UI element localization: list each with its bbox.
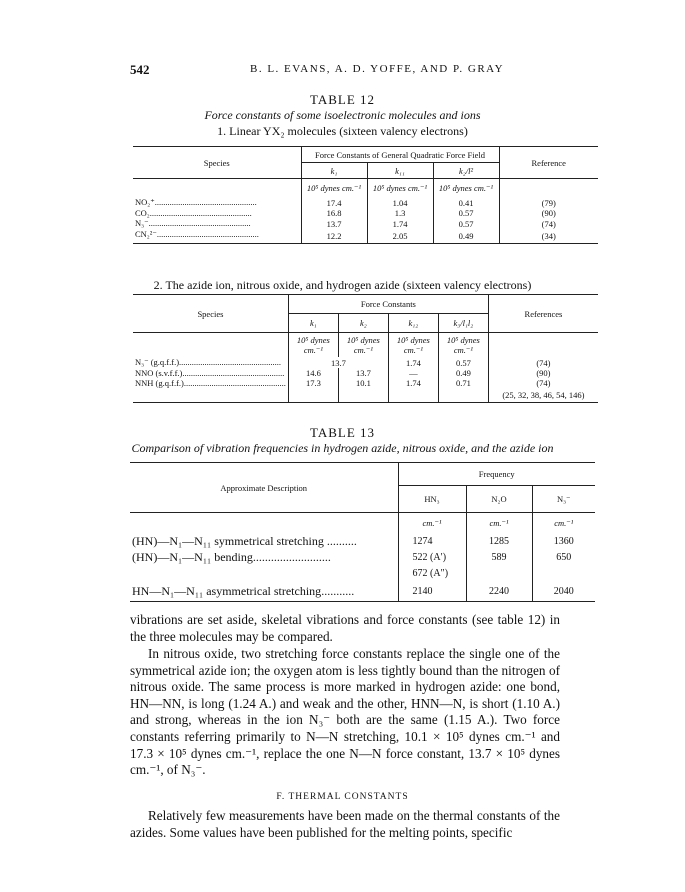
hn3: 672 (A″): [398, 565, 466, 581]
table12-part1: [133, 146, 598, 244]
table12-part2-heading: 2. The azide ion, nitrous oxide, and hydrogen azide (sixteen valency electrons): [153, 278, 532, 292]
col-group: Frequency: [398, 463, 595, 486]
unit: cm.⁻¹: [398, 513, 466, 534]
leader-dots: ................................................: [154, 197, 257, 207]
n3: 1360: [532, 533, 595, 549]
k2: 0.49: [433, 229, 499, 244]
k1: 17.3: [288, 378, 338, 388]
subcol: k₂/l²: [433, 163, 499, 179]
unit: cm.⁻¹: [466, 513, 532, 534]
col-reference: References: [488, 295, 598, 333]
hn3: 522 (A′): [398, 549, 466, 565]
species: NNO (s.v.f.f.): [135, 368, 183, 378]
k2: 0.41: [433, 197, 499, 208]
leader-dots: ................................................: [148, 218, 251, 228]
col-description: Approximate Description: [220, 482, 308, 493]
ref: (74): [488, 378, 598, 388]
n3: 2040: [532, 581, 595, 602]
description: (HN)—N₁—N₁₁ symmetrical stretching: [132, 533, 324, 548]
col-reference: Reference: [499, 147, 598, 179]
table-row: [130, 581, 595, 602]
leader-dots: ................................................: [179, 357, 282, 367]
subcol: N₃⁻: [532, 486, 595, 513]
n3: 650: [532, 549, 595, 565]
paragraph: vibrations are set aside, skeletal vibrations and force constants (see table 12) in the three molecules may be compared.: [130, 612, 560, 644]
ref: (90): [488, 368, 598, 378]
table-row: [133, 218, 598, 229]
n3: [532, 565, 595, 581]
k12: 1.74: [388, 378, 438, 388]
paragraph: Relatively few measurements have been made on the thermal constants of the azides. Some values have been published for the melting points, specific: [130, 808, 560, 840]
page-number: 542: [130, 62, 150, 77]
table-row: [133, 368, 598, 378]
k11: 1.74: [367, 218, 433, 229]
ref: (34): [499, 229, 598, 244]
n2o: [466, 565, 532, 581]
col-species: Species: [197, 308, 224, 319]
subcol: k₁: [301, 163, 367, 179]
species: NO₂⁺: [135, 197, 155, 207]
hn3: 2140: [398, 581, 466, 602]
unit: 10⁵ dynes cm.⁻¹: [301, 179, 367, 198]
unit: 10⁵ dynes cm.⁻¹: [288, 333, 338, 358]
n2o: 589: [466, 549, 532, 565]
section-heading: F. THERMAL CONSTANTS: [276, 792, 409, 802]
ref: (79): [499, 197, 598, 208]
k11: 1.3: [367, 208, 433, 218]
k12: —: [388, 368, 438, 378]
k3: 0.57: [438, 357, 488, 368]
extra-references: (25, 32, 38, 46, 54, 146): [488, 388, 598, 403]
col-group: Force Constants of General Quadratic Force Field: [301, 147, 499, 163]
table13-subtitle: Comparison of vibration frequencies in hydrogen azide, nitrous oxide, and the azide ion: [131, 441, 554, 455]
subcol: k₁₂: [388, 314, 438, 333]
subcol: k₂: [338, 314, 388, 333]
col-group: Force Constants: [288, 295, 488, 314]
table12-part2: [133, 294, 598, 403]
k3: 0.71: [438, 378, 488, 388]
k2: 13.7: [338, 368, 388, 378]
k3: 0.49: [438, 368, 488, 378]
running-head-authors: B. L. EVANS, A. D. YOFFE, AND P. GRAY: [250, 63, 505, 75]
table-row: [133, 208, 598, 218]
table12-title: TABLE 12: [309, 92, 376, 107]
table-row: [133, 378, 598, 388]
species: N₃⁻ (g.q.f.f.): [135, 357, 180, 367]
k1: 17.4: [301, 197, 367, 208]
table13: [130, 462, 595, 602]
k1-k2-merged: 13.7: [288, 357, 388, 368]
k1: 14.6: [288, 368, 338, 378]
k2: 0.57: [433, 208, 499, 218]
species: CO₂: [135, 208, 150, 218]
species: NNH (g.q.f.f.): [135, 378, 184, 388]
k1: 13.7: [301, 218, 367, 229]
leader-dots: ..........: [323, 533, 357, 548]
leader-dots: ................................................: [183, 378, 286, 388]
leader-dots: ...........: [321, 583, 355, 598]
n2o: 1285: [466, 533, 532, 549]
description: HN—N₁—N₁₁ asymmetrical stretching: [132, 583, 322, 598]
subcol: k₁₁: [367, 163, 433, 179]
subcol: k₃/l₁l₂: [438, 314, 488, 333]
subcol: k₁: [288, 314, 338, 333]
k1: 12.2: [301, 229, 367, 244]
leader-dots: ................................................: [182, 368, 285, 378]
hn3: 1274: [398, 533, 466, 549]
table-row: [130, 549, 595, 565]
k2: 0.57: [433, 218, 499, 229]
table-row: [133, 357, 598, 368]
table12-part1-heading: 1. Linear YX₂ molecules (sixteen valency electrons): [217, 124, 468, 138]
k11: 2.05: [367, 229, 433, 244]
species: CN₂²⁻: [135, 229, 157, 239]
col-species: Species: [203, 157, 230, 168]
leader-dots: ................................................: [156, 229, 259, 239]
table-row: [130, 565, 595, 581]
species: N₃⁻: [135, 218, 149, 228]
unit: 10⁵ dynes cm.⁻¹: [438, 333, 488, 358]
unit: 10⁵ dynes cm.⁻¹: [367, 179, 433, 198]
table12-subtitle: Force constants of some isoelectronic molecules and ions: [204, 108, 481, 122]
leader-dots: ..........................: [252, 549, 331, 564]
unit: 10⁵ dynes cm.⁻¹: [433, 179, 499, 198]
ref: (90): [499, 208, 598, 218]
k12: 1.74: [388, 357, 438, 368]
description: (HN)—N₁—N₁₁ bending: [132, 549, 253, 564]
table13-title: TABLE 13: [309, 425, 376, 440]
unit: 10⁵ dynes cm.⁻¹: [338, 333, 388, 358]
table-row: [133, 229, 598, 244]
unit: 10⁵ dynes cm.⁻¹: [388, 333, 438, 358]
unit: cm.⁻¹: [532, 513, 595, 534]
subcol: N₂O: [466, 486, 532, 513]
table-row: [133, 197, 598, 208]
k2: 10.1: [338, 378, 388, 388]
ref: (74): [488, 357, 598, 368]
k1: 16.8: [301, 208, 367, 218]
ref: (74): [499, 218, 598, 229]
subcol: HN₃: [398, 486, 466, 513]
table-row: [130, 533, 595, 549]
n2o: 2240: [466, 581, 532, 602]
paragraph: In nitrous oxide, two stretching force constants replace the single one of the symmetrical azide ion; the oxygen atom is less tightly bound than the nitrogen of nitrous oxide. The same process is more marked in hydrogen azide: one bond, HN—NN, is long (1.24 A.) and weak and the other, HNN—N, is short (1.10 A.) and strong, whereas in the ion N₃⁻ both are the same (1.15 A.). Two force constants referring primarily to N—N stretching, 10.1 × 10⁵ dynes cm.⁻¹ and 17.3 × 10⁵ dynes cm.⁻¹, replace the one N—N force constant, 13.7 × 10⁵ dynes cm.⁻¹, of N₃⁻.: [130, 646, 560, 778]
k11: 1.04: [367, 197, 433, 208]
leader-dots: ................................................: [149, 208, 252, 218]
